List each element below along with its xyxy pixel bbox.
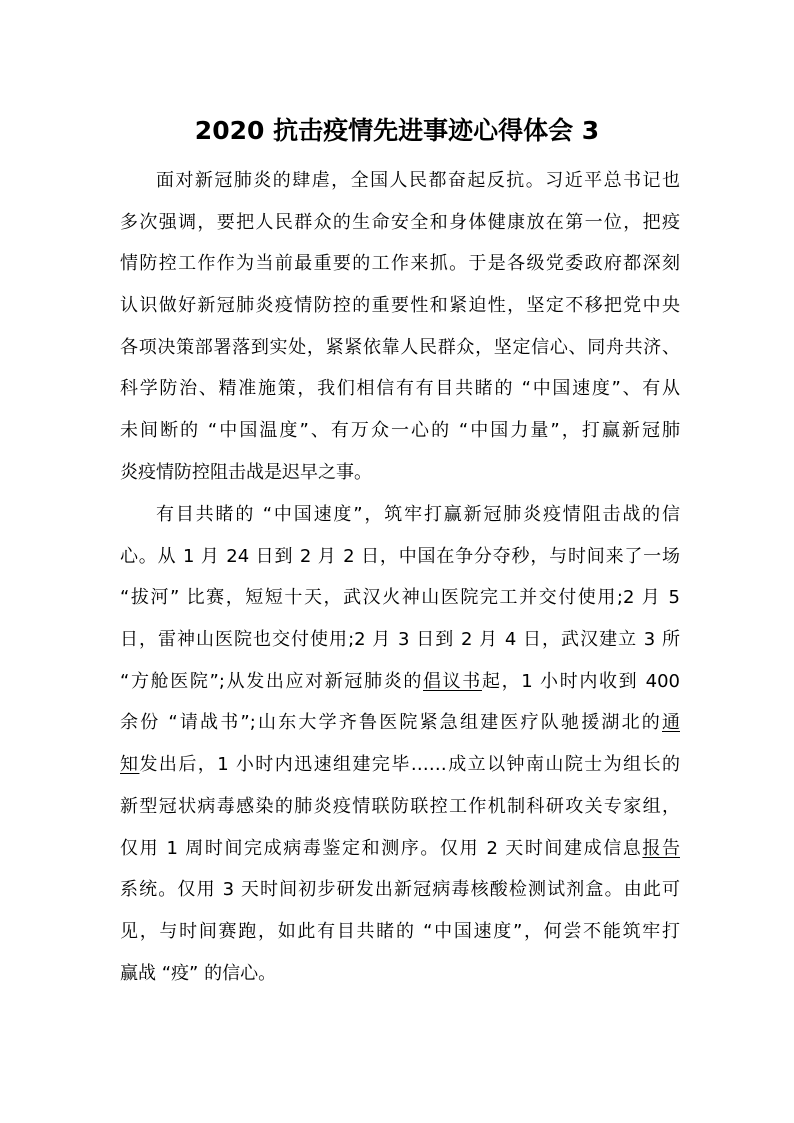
paragraph-line	[120, 619, 680, 661]
page-title: 2020 抗击疫情先进事迹心得体会 3	[194, 116, 600, 145]
line-text: 新型冠状病毒感染的肺炎疫情联防联控工作机制科研攻关专家组，	[120, 795, 680, 817]
paragraph-line: 多次强调，要把人民群众的生命安全和身体健康放在第一位，把疫	[120, 211, 680, 233]
line-text: 日，雷神山医院也交付使用;2 月 3 日到 2 月 4 日，武汉建立 3 所	[120, 629, 680, 651]
underlined-term-proposal: 倡议书	[423, 670, 482, 692]
line-text: 仅用 1 周时间完成病毒鉴定和测序。仅用 2 天时间建成信息	[120, 837, 643, 859]
line-text: 赢战 “疫” 的信心。	[120, 962, 277, 984]
paragraph-line	[120, 786, 680, 828]
paragraph-1	[120, 160, 680, 494]
line-text: “方舱医院”;从发出应对新冠肺炎的	[120, 670, 424, 692]
line-text: 余份 “请战书”;山东大学齐鲁医院紧急组建医疗队驰援湖北的	[120, 712, 662, 734]
paragraph-line	[120, 661, 680, 703]
paragraph-line: 科学防治、精准施策，我们相信有有目共睹的 “中国速度”、有从	[120, 378, 680, 400]
line-text: 见，与时间赛跑，如此有目共睹的 “中国速度”，何尝不能筑牢打	[120, 920, 680, 942]
paragraph-line	[120, 536, 680, 578]
paragraph-line	[120, 828, 680, 870]
underlined-term-notice-part1: 通	[662, 712, 680, 734]
paragraph-line: 炎疫情防控阻击战是迟早之事。	[120, 461, 372, 483]
paragraph-line: 情防控工作作为当前最重要的工作来抓。于是各级党委政府都深刻	[120, 253, 680, 275]
underlined-term-report: 报告	[642, 837, 680, 859]
paragraph-line	[120, 702, 680, 744]
paragraph-line: 未间断的 “中国温度”、有万众一心的 “中国力量”，打赢新冠肺	[120, 420, 680, 442]
underlined-term-notice-part2: 知	[120, 754, 140, 776]
line-text: 发出后，1 小时内迅速组建完毕……成立以钟南山院士为组长的	[139, 754, 681, 776]
paragraph-line	[120, 744, 680, 786]
paragraph-line	[120, 911, 680, 953]
line-text: 有目共睹的 “中国速度”，筑牢打赢新冠肺炎疫情阻击战的信	[156, 504, 680, 525]
paragraph-2	[120, 494, 680, 994]
paragraph-line: 认识做好新冠肺炎疫情防控的重要性和紧迫性，坚定不移把党中央	[120, 295, 680, 317]
paragraph-line	[120, 494, 680, 536]
paragraph-line: 各项决策部署落到实处，紧紧依靠人民群众，坚定信心、同舟共济、	[120, 336, 680, 358]
line-text: “拔河” 比赛，短短十天，武汉火神山医院完工并交付使用;2 月 5	[120, 587, 680, 609]
paragraph-line	[120, 953, 680, 995]
line-text: 起，1 小时内收到 400	[481, 670, 680, 692]
line-text: 系统。仅用 3 天时间初步研发出新冠病毒核酸检测试剂盒。由此可	[120, 879, 680, 901]
paragraph-line	[120, 577, 680, 619]
paragraph-line	[120, 869, 680, 911]
line-text: 心。从 1 月 24 日到 2 月 2 日，中国在争分夺秒，与时间来了一场	[120, 545, 680, 567]
paragraph-line: 面对新冠肺炎的肆虐，全国人民都奋起反抗。习近平总书记也	[156, 170, 680, 191]
